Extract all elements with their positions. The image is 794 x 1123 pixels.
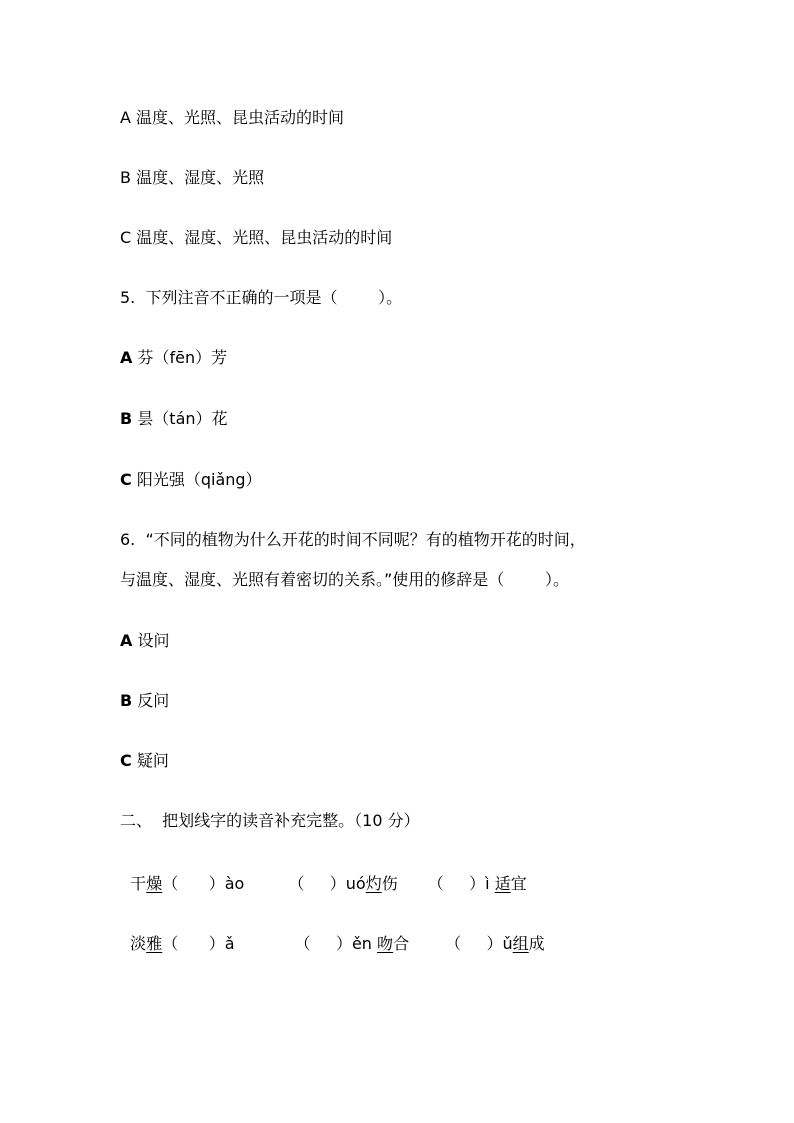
q6-option-b bbox=[120, 691, 169, 711]
option-text: 阳光强（qiǎng） bbox=[131, 470, 262, 489]
option-text: 昙（tán）花 bbox=[132, 409, 228, 428]
blank-pinyin: （ ）ào bbox=[162, 874, 245, 893]
char: 宜 bbox=[510, 874, 527, 893]
option-letter: A bbox=[120, 348, 133, 367]
char: 合 bbox=[393, 934, 410, 953]
underlined-char: 燥 bbox=[146, 874, 163, 893]
underlined-char: 适 bbox=[494, 874, 511, 893]
section2-title: 二、 把划线字的读音补充完整。（10 分） bbox=[120, 811, 420, 830]
option-text: 疑问 bbox=[131, 751, 169, 770]
char: 成 bbox=[528, 934, 545, 953]
option-letter: A bbox=[120, 631, 133, 650]
char: 伤 bbox=[381, 874, 398, 893]
underlined-char: 雅 bbox=[146, 934, 163, 953]
word-2 bbox=[288, 874, 397, 893]
option-text: 设问 bbox=[132, 631, 170, 650]
option-text: 芬（fēn）芳 bbox=[132, 348, 228, 367]
q6-option-a bbox=[120, 631, 169, 651]
option-letter: B bbox=[120, 409, 133, 428]
pinyin-row-1 bbox=[120, 854, 527, 894]
char: 干 bbox=[130, 874, 147, 893]
blank-pinyin: （ ）uó bbox=[288, 874, 366, 893]
q6-stem-line2: 与温度、湿度、光照有着密切的关系。”使用的修辞是（ ）。 bbox=[120, 570, 569, 589]
underlined-char: 灼 bbox=[365, 874, 382, 893]
option-letter: C bbox=[120, 751, 132, 770]
char: 淡 bbox=[130, 934, 147, 953]
underlined-char: 吻 bbox=[377, 934, 394, 953]
q5-option-c bbox=[120, 470, 262, 490]
word-3 bbox=[445, 934, 545, 953]
pinyin-row-2 bbox=[120, 914, 545, 954]
q4-option-a: A 温度、光照、昆虫活动的时间 bbox=[120, 108, 345, 127]
word-1 bbox=[130, 874, 244, 893]
option-letter: B bbox=[120, 691, 133, 710]
q5-stem: 5. 下列注音不正确的一项是（ ）。 bbox=[120, 288, 403, 307]
q4-option-c: C 温度、湿度、光照、昆虫活动的时间 bbox=[120, 228, 393, 247]
option-letter: C bbox=[120, 470, 132, 489]
blank-pinyin: （ ）ǎ bbox=[162, 934, 235, 953]
option-text: 反问 bbox=[132, 691, 170, 710]
q5-option-b bbox=[120, 409, 228, 429]
blank-pinyin: （ ）ěn bbox=[294, 934, 378, 953]
q4-option-b: B 温度、湿度、光照 bbox=[120, 168, 265, 187]
underlined-char: 组 bbox=[512, 934, 529, 953]
word-1 bbox=[130, 934, 234, 953]
word-2 bbox=[295, 934, 410, 953]
q5-option-a bbox=[120, 348, 227, 368]
q6-option-c bbox=[120, 751, 169, 771]
blank-pinyin: （ ）ǔ bbox=[445, 934, 513, 953]
q6-stem-line1: 6. “不同的植物为什么开花的时间不同呢？有的植物开花的时间， bbox=[120, 530, 586, 549]
blank-pinyin: （ ）ì bbox=[427, 874, 495, 893]
word-3 bbox=[428, 874, 527, 893]
